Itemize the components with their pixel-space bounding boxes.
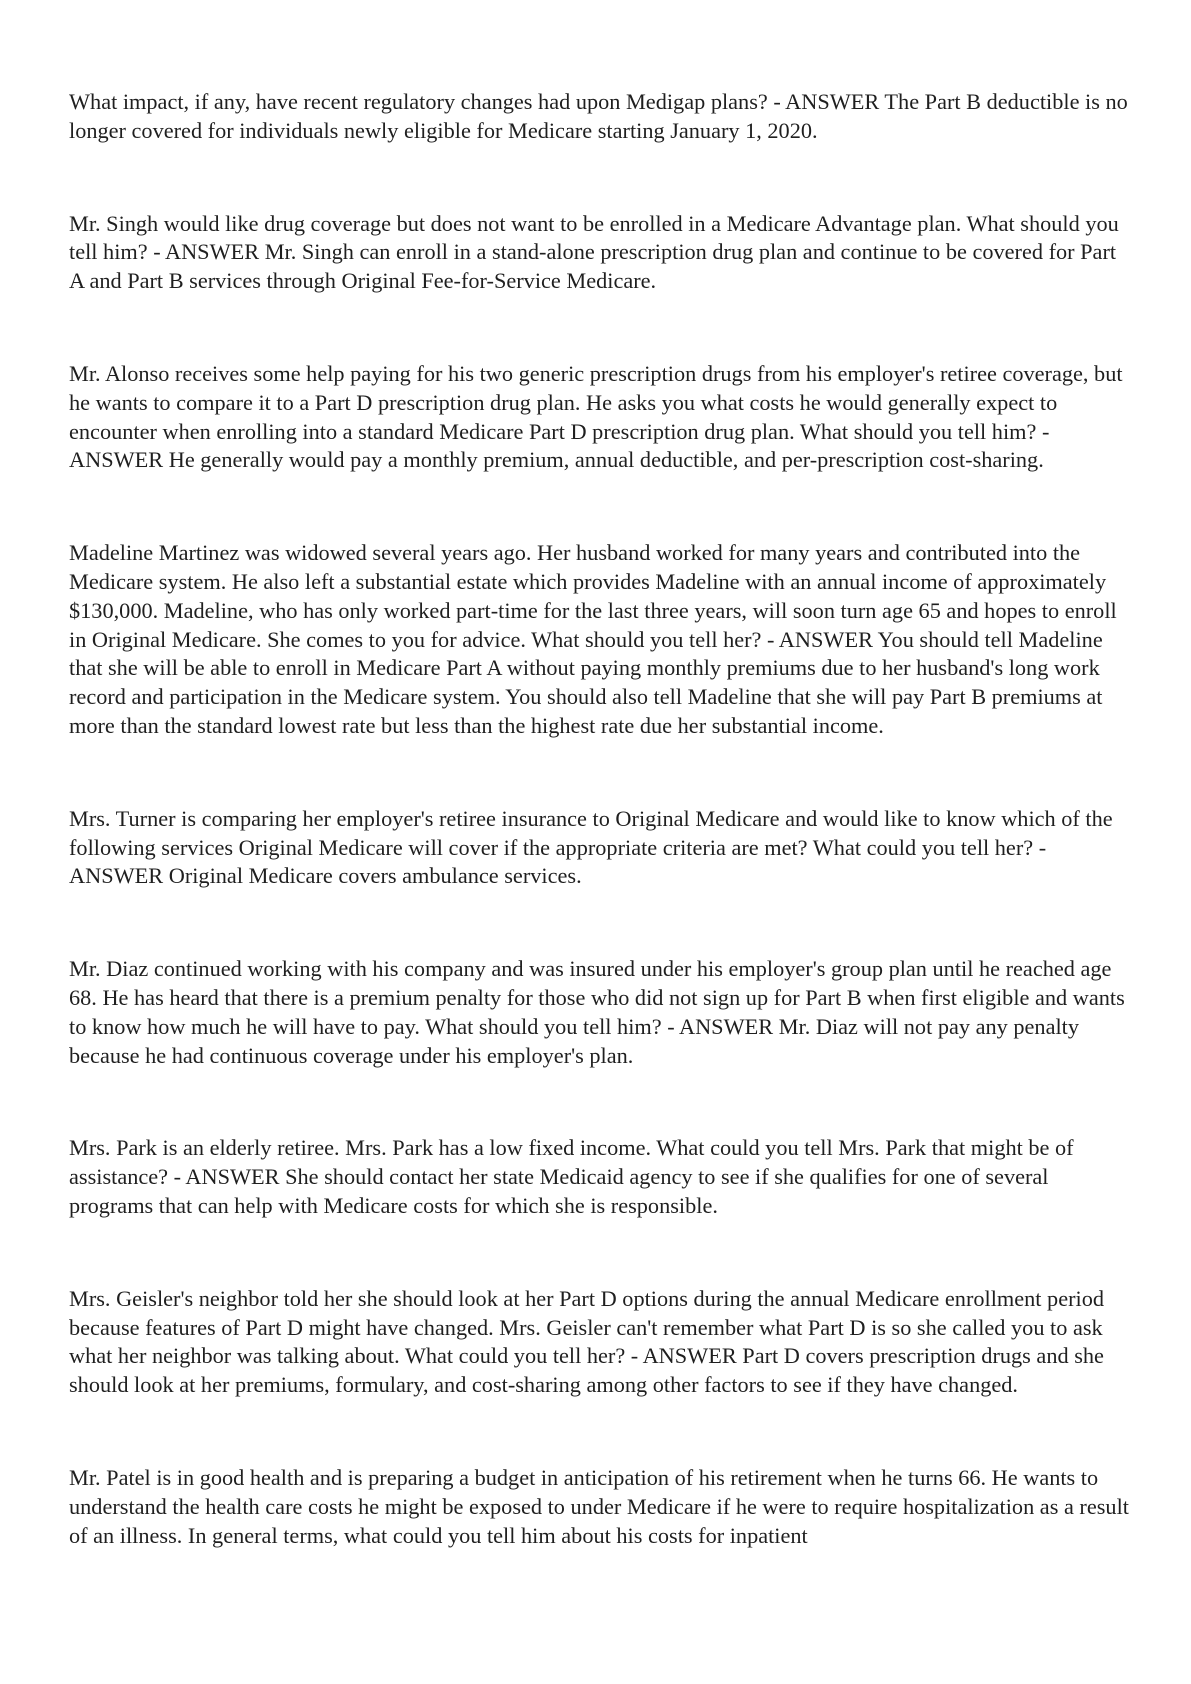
qa-list — [69, 88, 1129, 1550]
qa-entry-geisler: Mrs. Geisler's neighbor told her she should look at her Part D options during the annual Medicare enrollment period because features of Part D might have changed. Mrs. Geisler can't remember what Part D is so she called you to ask what her neighbor was talking about. What could you tell her? - ANSWER Part D covers prescription drugs and she should look at her premiums, formulary, and cost-sharing among other factors to see if they have changed. — [69, 1285, 1105, 1398]
qa-entry-medigap: What impact, if any, have recent regulatory changes had upon Medigap plans? - ANSWER The Part B deductible is no longer covered for individuals newly eligible for Medicare starting January 1, 2020. — [69, 89, 1128, 143]
qa-entry-park: Mrs. Park is an elderly retiree. Mrs. Park has a low fixed income. What could you tell Mrs. Park that might be of assistance? - ANSWER She should contact her state Medicaid agency to see if she qualifies for one of several programs that can help with Medicare costs for which she is responsible. — [69, 1135, 1074, 1218]
qa-entry-singh: Mr. Singh would like drug coverage but does not want to be enrolled in a Medicare Advantage plan. What should you tell him? - ANSWER Mr. Singh can enroll in a stand-alone prescription drug plan and continue to be covered for Part A and Part B services through Original Fee-for-Service Medicare. — [69, 210, 1119, 294]
qa-entry-diaz: Mr. Diaz continued working with his company and was insured under his employer's group plan until he reached age 68. He has heard that there is a premium penalty for those who did not sign up for Part B when first eligible and wants to know how much he will have to pay. What should you tell him? - ANSWER Mr. Diaz will not pay any penalty because he had continuous coverage under his employer's plan. — [69, 956, 1125, 1068]
qa-entry-turner: Mrs. Turner is comparing her employer's retiree insurance to Original Medicare and would like to know which of the following services Original Medicare will cover if the appropriate criteria are met? What could you tell her? - ANSWER Original Medicare covers ambulance services. — [69, 805, 1113, 889]
qa-entry-alonso: Mr. Alonso receives some help paying for his two generic prescription drugs from his employer's retiree coverage, but he wants to compare it to a Part D prescription drug plan. He asks you what costs he would generally expect to encounter when enrolling into a standard Medicare Part D prescription drug plan. What should you tell him? - ANSWER He generally would pay a monthly premium, annual deductible, and per-prescription cost-sharing. — [69, 360, 1123, 473]
qa-entry-martinez: Madeline Martinez was widowed several years ago. Her husband worked for many years and contributed into the Medicare system. He also left a substantial estate which provides Madeline with an annual income of approximately $130,000. Madeline, who has only worked part-time for the last three years, will soon turn age 65 and hopes to enroll in Original Medicare. She comes to you for advice. What should you tell her? - ANSWER You should tell Madeline that she will be able to enroll in Medicare Part A without paying monthly premiums due to her husband's long work record and participation in the Medicare system. You should also tell Madeline that she will pay Part B premiums at more than the standard lowest rate but less than the highest rate due her substantial income. — [69, 540, 1117, 738]
qa-entry-patel: Mr. Patel is in good health and is preparing a budget in anticipation of his retirement when he turns 66. He wants to understand the health care costs he might be exposed to under Medicare if he were to require hospitalization as a result of an illness. In general terms, what could you tell him about his costs for inpatient — [69, 1464, 1129, 1548]
